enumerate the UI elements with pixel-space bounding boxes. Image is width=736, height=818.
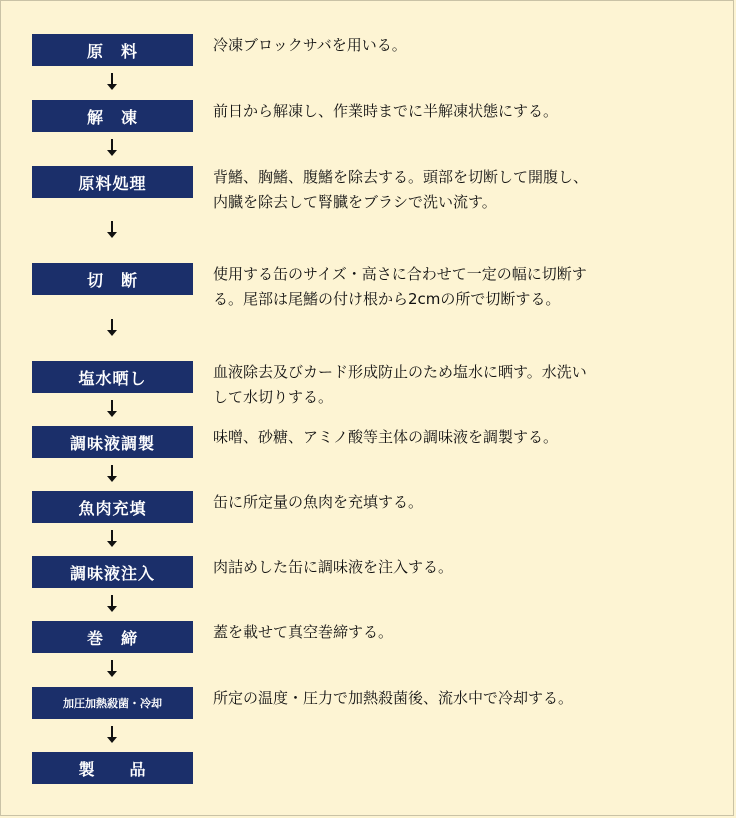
step-description: 缶に所定量の魚肉を充填する。 bbox=[213, 493, 424, 511]
step-description: 冷凍ブロックサバを用いる。 bbox=[213, 36, 407, 54]
step-label: 原 料 bbox=[32, 34, 193, 66]
step-label: 調味液調製 bbox=[32, 426, 193, 458]
step-description: 肉詰めした缶に調味液を注入する。 bbox=[213, 558, 454, 576]
flow-arrow bbox=[105, 319, 119, 336]
step-description: 血液除去及びカード形成防止のため塩水に晒す。水洗い して水切りする。 bbox=[213, 363, 587, 406]
flow-arrow bbox=[105, 595, 119, 612]
flow-arrow bbox=[105, 660, 119, 677]
flow-arrow bbox=[105, 530, 119, 547]
step-description: 背鰭、胸鰭、腹鰭を除去する。頭部を切断して開腹し、 内臓を除去して腎臓をブラシで洗い流す。 bbox=[213, 168, 589, 211]
flow-arrow bbox=[105, 73, 119, 90]
flow-arrow bbox=[105, 221, 119, 238]
step-label: 巻 締 bbox=[32, 621, 193, 653]
step-description: 前日から解凍し、作業時までに半解凍状態にする。 bbox=[213, 102, 559, 120]
step-label: 製 品 bbox=[32, 752, 193, 784]
step-description: 所定の温度・圧力で加熱殺菌後、流水中で冷却する。 bbox=[213, 689, 574, 707]
step-label: 加圧加熱殺菌・冷却 bbox=[32, 687, 193, 719]
step-description: 使用する缶のサイズ・高さに合わせて一定の幅に切断す る。尾部は尾鰭の付け根から2cmの所で切断する。 bbox=[213, 265, 587, 308]
step-label: 解 凍 bbox=[32, 100, 193, 132]
step-label: 原料処理 bbox=[32, 166, 193, 198]
flow-arrow bbox=[105, 400, 119, 417]
step-description: 味噌、砂糖、アミノ酸等主体の調味液を調製する。 bbox=[213, 428, 559, 446]
step-description: 蓋を載せて真空巻締する。 bbox=[213, 623, 394, 641]
step-label: 切 断 bbox=[32, 263, 193, 295]
flow-arrow bbox=[105, 139, 119, 156]
flow-arrow bbox=[105, 465, 119, 482]
step-label: 魚肉充填 bbox=[32, 491, 193, 523]
step-label: 調味液注入 bbox=[32, 556, 193, 588]
flow-arrow bbox=[105, 726, 119, 743]
step-label: 塩水晒し bbox=[32, 361, 193, 393]
